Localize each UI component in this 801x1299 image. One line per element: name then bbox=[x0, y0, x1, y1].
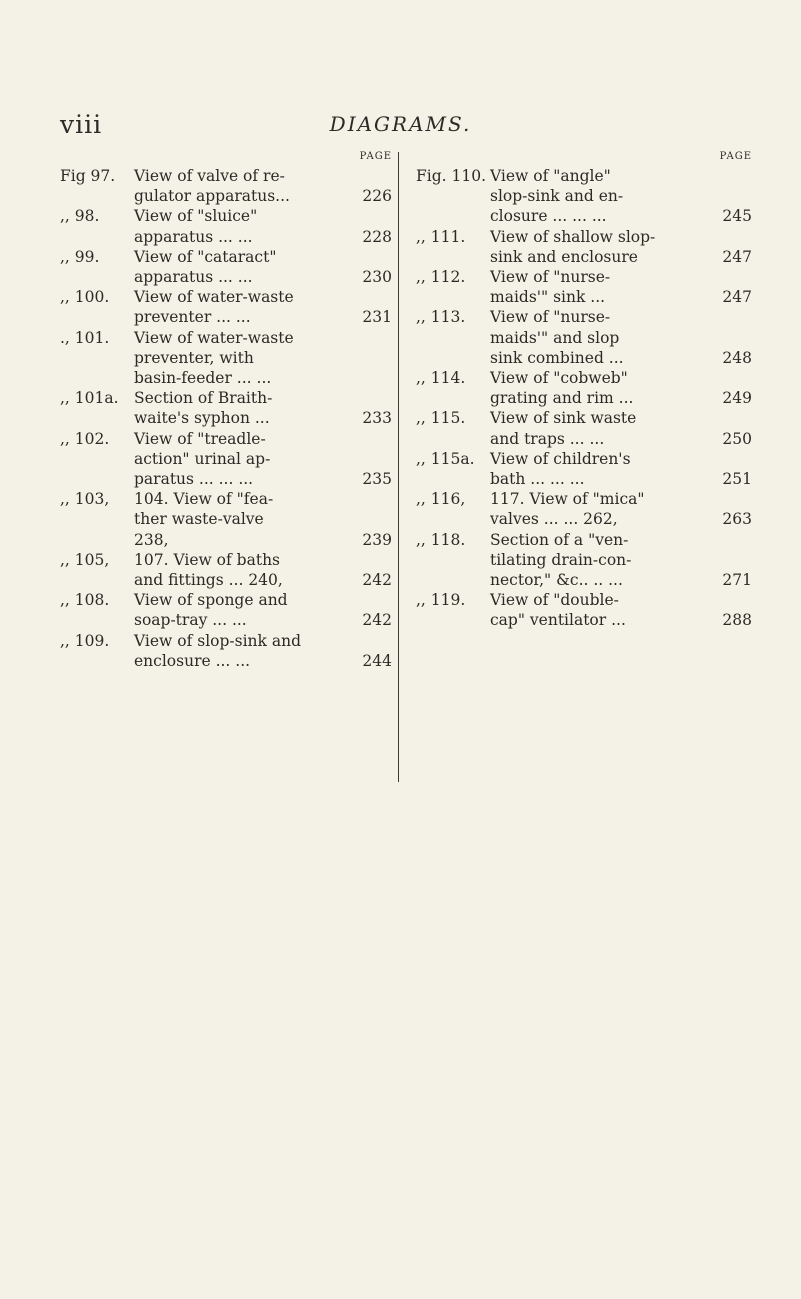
figure-entry bbox=[60, 247, 392, 287]
left-column bbox=[60, 150, 392, 671]
entry-text: closure ... ... ... bbox=[490, 207, 607, 226]
page-reference: 244 bbox=[362, 651, 392, 670]
figure-number: ,, 119. bbox=[416, 591, 466, 610]
entry-text: Section of a "ven- bbox=[490, 530, 629, 549]
entry-text: 104. View of "fea- bbox=[134, 490, 274, 509]
entry-line bbox=[60, 206, 392, 226]
figure-number: ,, 109. bbox=[60, 631, 110, 650]
entry-text: apparatus ... ... bbox=[134, 227, 253, 246]
entry-line bbox=[60, 530, 392, 550]
figure-entry bbox=[416, 307, 752, 368]
entry-line bbox=[416, 307, 752, 327]
entry-text: View of valve of re- bbox=[134, 167, 285, 185]
entry-text: maids'" sink ... bbox=[490, 288, 606, 307]
page-reference: 239 bbox=[362, 530, 392, 549]
entry-text: slop-sink and en- bbox=[490, 187, 624, 206]
page-reference: 235 bbox=[362, 470, 392, 489]
entry-text: View of sink waste bbox=[490, 409, 637, 428]
entry-text: View of "treadle- bbox=[134, 429, 266, 448]
entry-text: grating and rim ... bbox=[490, 389, 634, 408]
entry-line bbox=[60, 328, 392, 348]
entry-line bbox=[416, 247, 752, 267]
entry-line bbox=[416, 328, 752, 348]
figure-entry bbox=[416, 408, 752, 448]
figure-number: ,, 115. bbox=[416, 409, 466, 428]
figure-number: Fig. 110. bbox=[416, 167, 486, 185]
figure-number: ,, 105, bbox=[60, 550, 110, 569]
entry-line bbox=[416, 206, 752, 226]
entry-line bbox=[60, 247, 392, 267]
entry-text: preventer ... ... bbox=[134, 308, 251, 327]
figure-number: ,, 108. bbox=[60, 591, 110, 610]
running-title: DIAGRAMS. bbox=[329, 112, 472, 136]
entry-line bbox=[60, 570, 392, 590]
page-reference: 231 bbox=[362, 308, 392, 327]
entry-text: View of "double- bbox=[490, 591, 619, 610]
column-divider bbox=[398, 152, 399, 782]
entry-text: maids'" and slop bbox=[490, 328, 620, 347]
figure-entry bbox=[60, 631, 392, 671]
entry-text: View of "nurse- bbox=[490, 308, 611, 327]
figure-number: ,, 103, bbox=[60, 490, 110, 509]
figure-number: ,, 100. bbox=[60, 288, 110, 307]
page-reference: 263 bbox=[722, 510, 752, 529]
entry-line bbox=[416, 388, 752, 408]
entry-text: valves ... ... 262, bbox=[490, 510, 618, 529]
entry-line bbox=[60, 388, 392, 408]
figure-entry bbox=[416, 590, 752, 630]
page-column-label: PAGE bbox=[719, 151, 752, 162]
entry-line bbox=[416, 489, 752, 509]
entry-line bbox=[60, 429, 392, 449]
entry-line bbox=[60, 227, 392, 247]
entry-line bbox=[416, 227, 752, 247]
figure-entry bbox=[60, 429, 392, 490]
entry-line bbox=[416, 287, 752, 307]
entry-text: View of slop-sink and bbox=[134, 631, 302, 650]
entry-text: View of "angle" bbox=[490, 167, 611, 185]
entry-text: 238, bbox=[134, 530, 169, 549]
entry-line bbox=[60, 166, 392, 186]
right-column bbox=[416, 150, 752, 631]
entry-text: sink combined ... bbox=[490, 348, 624, 367]
figure-number: ,, 111. bbox=[416, 227, 466, 246]
page-reference: 248 bbox=[722, 348, 752, 367]
figure-entry bbox=[60, 287, 392, 327]
entry-line bbox=[416, 348, 752, 368]
figure-number: ,, 98. bbox=[60, 207, 100, 226]
entry-text: View of water-waste bbox=[134, 288, 294, 307]
entry-line bbox=[60, 651, 392, 671]
entry-line bbox=[416, 408, 752, 428]
entry-text: 117. View of "mica" bbox=[490, 490, 645, 509]
page-reference: 245 bbox=[722, 207, 752, 226]
entry-text: Section of Braith- bbox=[134, 389, 273, 408]
figure-entry bbox=[60, 388, 392, 428]
page-reference: 247 bbox=[722, 247, 752, 266]
entry-line bbox=[60, 509, 392, 529]
entry-line bbox=[416, 509, 752, 529]
figure-entry bbox=[416, 166, 752, 227]
entry-text: and fittings ... 240, bbox=[134, 571, 283, 590]
figure-number: ,, 114. bbox=[416, 369, 466, 388]
figure-entry bbox=[416, 449, 752, 489]
entry-line bbox=[60, 287, 392, 307]
entry-text: tilating drain-con- bbox=[490, 550, 632, 569]
entry-text: View of sponge and bbox=[134, 591, 288, 610]
entry-line bbox=[416, 429, 752, 449]
page-reference: 288 bbox=[722, 611, 752, 630]
entry-text: nector," &c.. .. ... bbox=[490, 571, 623, 590]
entry-line bbox=[416, 267, 752, 287]
entry-text: waite's syphon ... bbox=[134, 409, 270, 428]
entry-line bbox=[60, 348, 392, 368]
entry-text: enclosure ... ... bbox=[134, 651, 251, 670]
entry-text: View of water-waste bbox=[134, 328, 294, 347]
entry-line bbox=[60, 631, 392, 651]
page-reference: 271 bbox=[722, 571, 752, 590]
figure-number: ., 101. bbox=[60, 328, 110, 347]
entry-text: View of "sluice" bbox=[134, 207, 258, 226]
page-reference: 228 bbox=[362, 227, 392, 246]
figure-entry bbox=[416, 368, 752, 408]
entry-line bbox=[416, 570, 752, 590]
entry-text: View of children's bbox=[490, 449, 631, 468]
figure-entry bbox=[60, 166, 392, 206]
figure-entry bbox=[60, 550, 392, 590]
page-reference: 247 bbox=[722, 288, 752, 307]
entry-line bbox=[60, 590, 392, 610]
figure-entry bbox=[60, 328, 392, 389]
entry-line bbox=[60, 186, 392, 206]
entry-line bbox=[60, 550, 392, 570]
figure-number: ,, 101a. bbox=[60, 389, 119, 408]
entry-text: apparatus ... ... bbox=[134, 268, 253, 287]
figure-entry bbox=[416, 489, 752, 529]
figure-entry bbox=[60, 206, 392, 246]
entry-line bbox=[60, 610, 392, 630]
entry-line bbox=[60, 408, 392, 428]
entry-text: action" urinal ap- bbox=[134, 449, 271, 468]
entry-text: View of shallow slop- bbox=[490, 227, 656, 246]
entry-text: sink and enclosure bbox=[490, 247, 638, 266]
entry-text: View of "cataract" bbox=[134, 247, 277, 266]
figure-entry bbox=[416, 530, 752, 591]
entry-line bbox=[416, 449, 752, 469]
figure-number: ,, 116, bbox=[416, 490, 466, 509]
figure-number: ,, 118. bbox=[416, 530, 466, 549]
page-reference: 249 bbox=[722, 389, 752, 408]
page-reference: 242 bbox=[362, 611, 392, 630]
entry-text: View of "cobweb" bbox=[490, 369, 628, 388]
entry-line bbox=[416, 610, 752, 630]
figure-entry bbox=[416, 227, 752, 267]
figure-number: Fig 97. bbox=[60, 167, 116, 185]
figure-entry bbox=[60, 590, 392, 630]
page-reference: 251 bbox=[722, 470, 752, 489]
entry-line bbox=[60, 469, 392, 489]
entry-text: soap-tray ... ... bbox=[134, 611, 247, 630]
page-reference: 242 bbox=[362, 571, 392, 590]
entry-line bbox=[416, 186, 752, 206]
entry-text: preventer, with bbox=[134, 348, 254, 367]
figure-number: ,, 99. bbox=[60, 247, 100, 266]
entry-text: 107. View of baths bbox=[134, 550, 281, 569]
page-reference: 250 bbox=[722, 429, 752, 448]
figure-number: ,, 112. bbox=[416, 268, 466, 287]
entry-line bbox=[60, 267, 392, 287]
entry-line bbox=[60, 307, 392, 327]
figure-entry bbox=[60, 489, 392, 550]
entry-line bbox=[60, 449, 392, 469]
entry-text: basin-feeder ... ... bbox=[134, 369, 272, 388]
page-column-label: PAGE bbox=[359, 151, 392, 162]
entry-text: and traps ... ... bbox=[490, 429, 605, 448]
entry-line bbox=[416, 166, 752, 186]
entry-line bbox=[416, 590, 752, 610]
entry-line bbox=[416, 469, 752, 489]
figure-number: ,, 115a. bbox=[416, 449, 475, 468]
entry-line bbox=[416, 550, 752, 570]
entry-line bbox=[60, 489, 392, 509]
entry-line bbox=[416, 530, 752, 550]
page-number: viii bbox=[60, 110, 103, 139]
page-reference: 230 bbox=[362, 268, 392, 287]
figure-number: ,, 113. bbox=[416, 308, 466, 327]
entry-text: ther waste-valve bbox=[134, 510, 264, 529]
entry-text: paratus ... ... ... bbox=[134, 470, 254, 489]
page-reference: 233 bbox=[362, 409, 392, 428]
figure-entry bbox=[416, 267, 752, 307]
entry-text: bath ... ... ... bbox=[490, 470, 585, 489]
entry-line bbox=[60, 368, 392, 388]
figure-number: ,, 102. bbox=[60, 429, 110, 448]
page-reference: 226 bbox=[362, 187, 392, 206]
entry-line bbox=[416, 368, 752, 388]
entry-text: cap" ventilator ... bbox=[490, 611, 626, 630]
entry-text: gulator apparatus... bbox=[134, 187, 290, 206]
entry-text: View of "nurse- bbox=[490, 268, 611, 287]
